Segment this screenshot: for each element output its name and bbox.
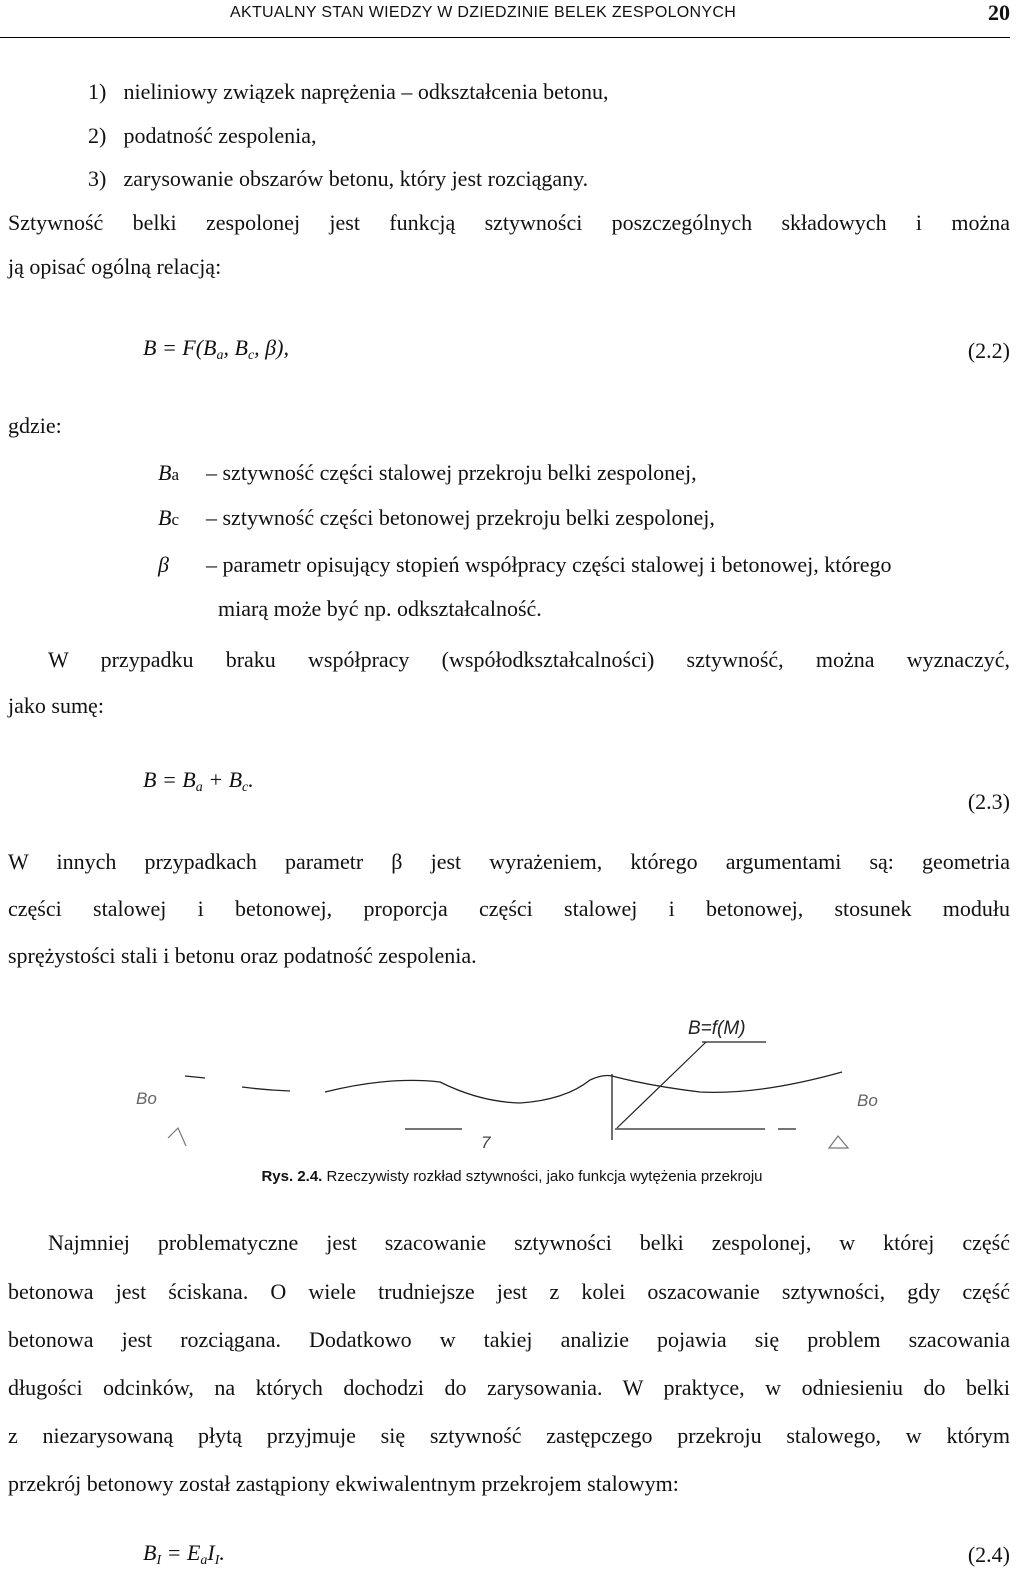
paragraph-line: przekrój betonowy został zastąpiony ekwiwalentnym przekrojem stalowym: (8, 1471, 679, 1496)
definition-text: – parametr opisujący stopień współpracy części stalowej i betonowej, którego (206, 552, 892, 577)
paragraph-line: długości odcinków, na których dochodzi do zarysowania. W praktyce, w odniesieniu do belki (8, 1375, 1010, 1400)
definition-text: – sztywność części stalowej przekroju belki zespolonej, (206, 460, 697, 485)
figure-label-right: Bo (857, 1091, 878, 1110)
figure-label-mid: 7 (481, 1133, 491, 1152)
definition-row (158, 505, 715, 533)
list-number: 1) (88, 79, 107, 104)
list-number: 3) (88, 166, 107, 191)
label-leader (617, 1042, 706, 1128)
header-rule (0, 37, 1010, 38)
stiffness-curve (185, 1072, 842, 1103)
paragraph-line: betonowa jest rozciągana. Dodatkowo w takiej analizie pojawia się problem szacowania (8, 1327, 1010, 1352)
paragraph-line: z niezarysowaną płytą przyjmuje się sztywność zastępczego przekroju stalowego, w którym (8, 1423, 1010, 1448)
equation-2-2: $B = F(B_a$, $B_c$, β), (143, 335, 289, 363)
support-left (168, 1128, 186, 1146)
list-text: nieliniowy związek naprężenia – odkształcenia betonu, (123, 79, 609, 104)
paragraph-line: ją opisać ogólną relacją: (8, 254, 222, 279)
stiffness-figure (0, 1000, 1024, 1165)
equation-number: (2.2) (967, 338, 1010, 363)
equation-2-3: $B = B_a + B_c$. (143, 767, 254, 795)
definition-symbol: Ba (158, 460, 179, 485)
paragraph-line: W przypadku braku współpracy (współodkształcalności) sztywność, można wyznaczyć, (48, 647, 1010, 672)
paragraph-line: części stalowej i betonowej, proporcja części stalowej i betonowej, stosunek modułu (8, 896, 1010, 921)
caption-label: Rys. 2.4. (261, 1168, 323, 1185)
definition-row (158, 460, 697, 488)
figure-label-left: Bo (136, 1089, 157, 1108)
equation-2-4: $B_I = E_aI_I$. (143, 1540, 225, 1568)
figure-label-top: B=f(M) (688, 1018, 746, 1039)
page-number: 20 (988, 0, 1010, 25)
support-right (829, 1136, 848, 1148)
definition-symbol: Bc (158, 505, 179, 530)
equation-number: (2.4) (967, 1542, 1010, 1567)
list-item (88, 166, 588, 192)
figure-caption (0, 1168, 1024, 1185)
paragraph-line: jako sumę: (8, 693, 104, 718)
paragraph-line: betonowa jest ściskana. O wiele trudniejsze jest z kolei oszacowanie sztywności, gdy część (8, 1279, 1010, 1304)
where-label: gdzie: (8, 413, 62, 438)
paragraph-line: W innych przypadkach parametr β jest wyrażeniem, którego argumentami są: geometria (8, 849, 1010, 874)
paragraph-line: sprężystości stali i betonu oraz podatność zespolenia. (8, 943, 477, 968)
list-text: podatność zespolenia, (123, 123, 317, 148)
caption-text: Rzeczywisty rozkład sztywności, jako funkcja wytężenia przekroju (326, 1168, 763, 1185)
equation-number: (2.3) (967, 789, 1010, 814)
list-item (88, 123, 317, 149)
definition-row (158, 552, 891, 578)
definition-symbol: β (158, 552, 169, 577)
list-text: zarysowanie obszarów betonu, który jest rozciągany. (123, 166, 589, 191)
definition-continuation: miarą może być np. odkształcalność. (218, 596, 542, 621)
definition-text: – sztywność części betonowej przekroju belki zespolonej, (206, 505, 715, 530)
running-header: AKTUALNY STAN WIEDZY W DZIEDZINIE BELEK ZESPOLONYCH (230, 4, 737, 21)
paragraph-line: Sztywność belki zespolonej jest funkcją sztywności poszczególnych składowych i można (8, 210, 1010, 235)
list-number: 2) (88, 123, 107, 148)
list-item (88, 79, 609, 105)
paragraph-line: Najmniej problematyczne jest szacowanie sztywności belki zespolonej, w której część (48, 1230, 1010, 1255)
